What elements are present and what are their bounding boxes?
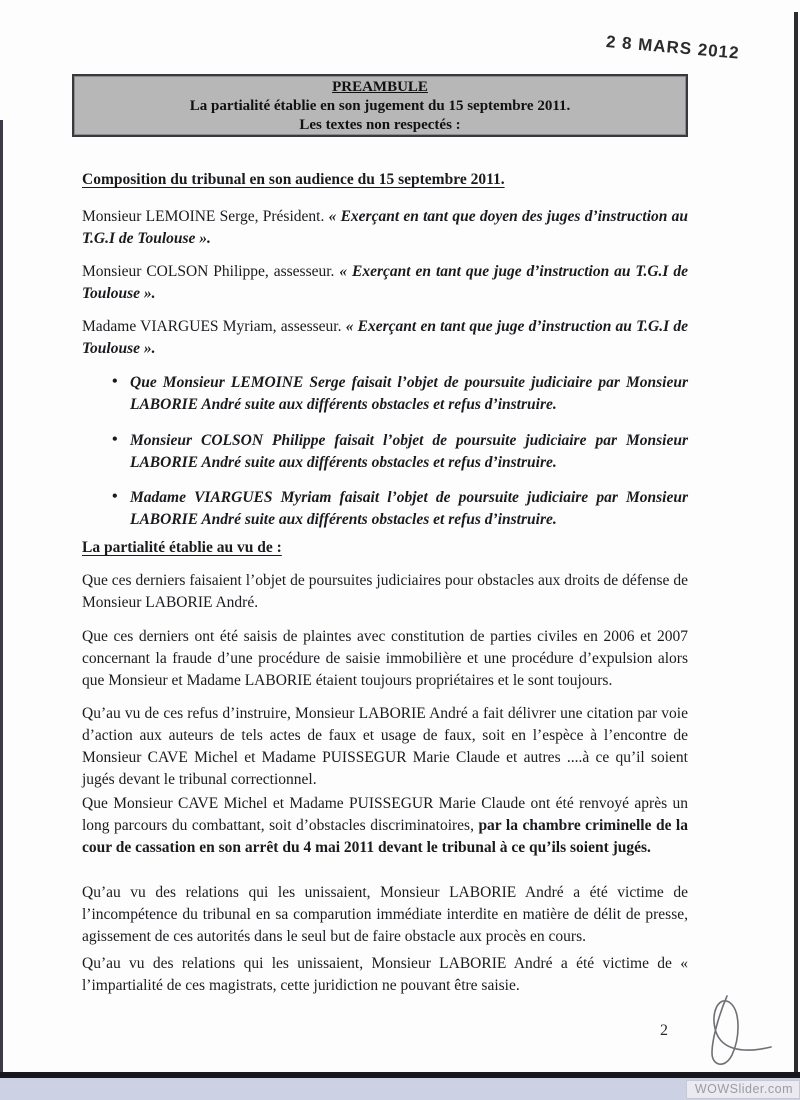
judge-paragraph-colson	[82, 261, 688, 305]
judge-intro: Monsieur COLSON Philippe, assesseur.	[82, 263, 340, 280]
paragraph-impartialite: Qu’au vu des relations qui les unissaient, Monsieur LABORIE André a été victime de « l’impartialité de ces magistrats, cette juridiction ne pouvant être saisie.	[82, 955, 688, 994]
date-stamp: 2 8 MARS 2012	[605, 32, 741, 63]
page-number: 2	[660, 1022, 668, 1039]
preamble-subtitle2: Les textes non respectés :	[299, 117, 461, 133]
judge-intro: Madame VIARGUES Myriam, assesseur.	[82, 318, 346, 335]
paragraph-incompetence: Qu’au vu des relations qui les unissaient, Monsieur LABORIE André a été victime de l’incompétence du tribunal en sa comparution immédiate interdite en matière de délit de presse, agissement de ces autorités dans le seul but de faire obstacle aux procès en cours.	[82, 884, 688, 945]
paragraph-renvoi-bold: par la chambre criminelle de la cour de cassation en son arrêt du 4 mai 2011 devant le tribunal à ce qu’ils soient jugés.	[82, 817, 688, 856]
judge-intro: Monsieur LEMOINE Serge, Président.	[82, 208, 329, 225]
paragraph-plaintes: Que ces derniers ont été saisis de plaintes avec constitution de parties civiles en 2006 et 2007 concernant la fraude d’une procédure de saisie immobilière et une procédure d’expulsion alors que Monsieur et Madame LABORIE étaient toujours propriétaires et le sont toujours.	[82, 628, 688, 689]
preamble-title: PREAMBULE	[332, 79, 428, 95]
section-heading-composition: Composition du tribunal en son audience du 15 septembre 2011.	[82, 171, 505, 188]
judge-paragraph-viargues	[82, 316, 688, 360]
signature	[683, 992, 773, 1067]
scan-shadow-strip	[0, 1078, 800, 1100]
bullet-text: Monsieur COLSON Philippe faisait l’objet de poursuite judiciaire par Monsieur LABORIE André suite aux différents obstacles et refus d’instruire.	[130, 432, 688, 471]
preamble-subtitle: La partialité établie en son jugement du 15 septembre 2011.	[189, 98, 571, 114]
judge-paragraph-lemoine	[82, 206, 688, 250]
bullet-item-viargues	[82, 487, 688, 531]
bullet-text: Que Monsieur LEMOINE Serge faisait l’objet de poursuite judiciaire par Monsieur LABORIE André suite aux différents obstacles et refus d’instruire.	[130, 374, 688, 413]
bullet-item-colson	[82, 430, 688, 474]
paragraph-citation: Qu’au vu de ces refus d’instruire, Monsieur LABORIE André a fait délivrer une citation par voie d’action aux auteurs de tels actes de faux et usage de faux, soit en l’espèce à l’encontre de Monsieur CAVE Michel et Madame PUISSEGUR Marie Claude et autres ....à ce qu’il soient jugés devant le tribunal correctionnel.	[82, 705, 688, 788]
paragraph-poursuites: Que ces derniers faisaient l’objet de poursuites judiciaires pour obstacles aux droits de défense de Monsieur LABORIE André.	[82, 572, 688, 611]
section-heading-partialite: La partialité établie au vu de :	[82, 539, 282, 556]
judge-quote: « Exerçant en tant que doyen des juges d’instruction au T.G.I de Toulouse ».	[82, 208, 689, 247]
scan-edge-right	[794, 12, 798, 1074]
judge-quote: « Exerçant en tant que juge d’instruction au T.G.I de Toulouse ».	[82, 263, 688, 302]
bullet-item-lemoine	[82, 372, 688, 416]
watermark-link[interactable]: WOWSlider.com	[686, 1080, 800, 1099]
paragraph-renvoi-normal: Que Monsieur CAVE Michel et Madame PUISSEGUR Marie Claude ont été renvoyé après un long parcours du combattant, soit d’obstacles discriminatoires,	[82, 795, 688, 834]
bullet-text: Madame VIARGUES Myriam faisait l’objet de poursuite judiciaire par Monsieur LABORIE André suite aux différents obstacles et refus d’instruire.	[130, 489, 688, 528]
scan-edge-left	[0, 120, 3, 1072]
paragraph-renvoi	[82, 793, 688, 859]
bullet-marker: •	[112, 488, 118, 505]
judge-quote: « Exerçant en tant que juge d’instruction au T.G.I de Toulouse ».	[82, 318, 688, 357]
preamble-box	[72, 74, 688, 137]
bullet-marker: •	[112, 373, 118, 390]
bullet-marker: •	[112, 431, 118, 448]
